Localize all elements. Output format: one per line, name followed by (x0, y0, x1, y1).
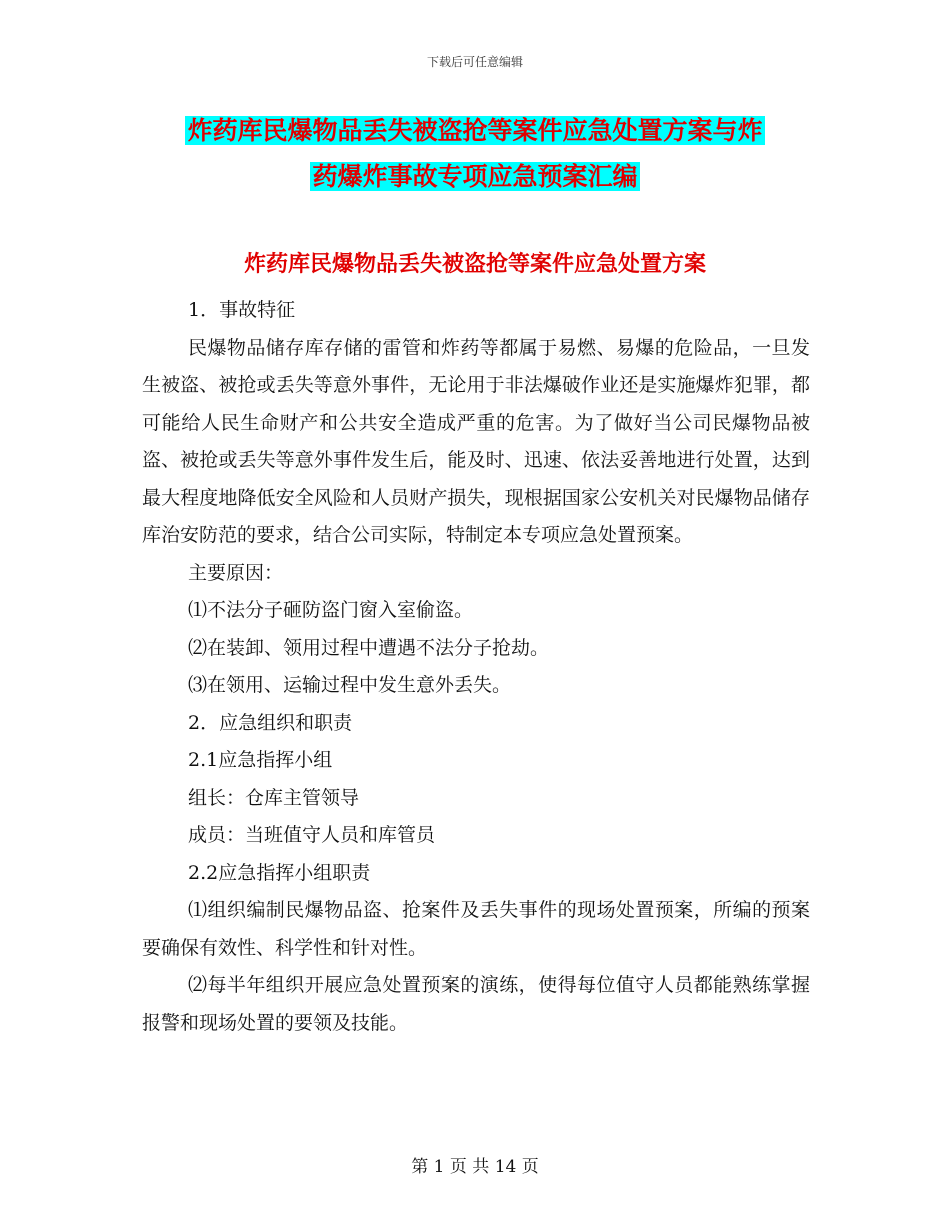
cause-item-3: ⑶在领用、运输过程中发生意外丢失。 (188, 674, 512, 696)
heading-command-group: 2.1应急指挥小组 (188, 749, 333, 771)
paragraph-intro: 民爆物品储存库存储的雷管和炸药等都属于易燃、易爆的危险品，一旦发生被盗、被抢或丢失等意外事件，无论用于非法爆破作业还是实施爆炸犯罪，都可能给人民生命财产和公共安全造成严重的危害。为了做好当公司民爆物品被盗、被抢或丢失等意外事件发生后，能及时、迅速、依法妥善地进行处置，达到最大程度地降低安全风险和人员财产损失，现根据国家公安机关对民爆物品储存库治安防范的要求，结合公司实际，特制定本专项应急处置预案。 (142, 336, 810, 546)
duty-item-1: ⑴组织编制民爆物品盗、抢案件及丢失事件的现场处置预案，所编的预案要确保有效性、科学性和针对性。 (142, 899, 810, 959)
document-title (0, 108, 950, 200)
cause-item-1: ⑴不法分子砸防盗门窗入室偷盗。 (188, 599, 474, 621)
document-title-line-2: 药爆炸事故专项应急预案汇编 (312, 162, 638, 191)
heading-group-duties: 2.2应急指挥小组职责 (188, 861, 371, 884)
heading-accident-features: 1．事故特征 (188, 299, 296, 321)
section-title: 炸药库民爆物品丢失被盗抢等案件应急处置方案 (243, 252, 706, 277)
cause-item-2: ⑵在装卸、领用过程中遭遇不法分子抢劫。 (188, 636, 550, 659)
page-header-note: 下载后可任意编辑 (426, 55, 523, 69)
heading-organization: 2．应急组织和职责 (188, 711, 353, 734)
group-members: 成员：当班值守人员和库管员 (188, 824, 436, 846)
group-leader: 组长：仓库主管领导 (188, 786, 360, 809)
duty-item-2: ⑵每半年组织开展应急处置预案的演练，使得每位值守人员都能熟练掌握报警和现场处置的要领及技能。 (142, 974, 810, 1034)
document-title-line-1: 炸药库民爆物品丢失被盗抢等案件应急处置方案与炸 (187, 116, 763, 145)
causes-label: 主要原因： (188, 561, 284, 584)
document-body (142, 292, 810, 1042)
page-number: 第 1 页 共 14 页 (411, 1157, 539, 1177)
